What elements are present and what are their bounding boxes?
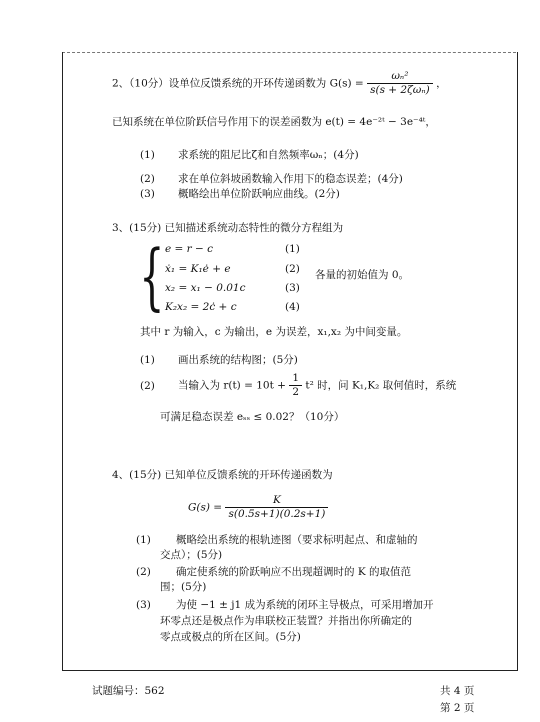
q3-legend-line: 其中 r 为输入，c 为输出，e 为误差，x₁,x₂ 为中间变量。 [140, 326, 408, 338]
q4-transfer-function [188, 494, 328, 521]
q4-item-1-no: (1) [136, 534, 151, 546]
q2-tf-suffix: ， [436, 77, 447, 90]
q3-item-2-fraction [289, 372, 302, 399]
q2-item-3-text: 概略绘出单位阶跃响应曲线。(2分) [178, 188, 340, 200]
q4-item-2-line-1: 确定使系统的阶跃响应不出现超调时的 K 的取值范 [176, 566, 412, 578]
total-pages: 共 4 页 [440, 685, 475, 697]
q3-eq-3: x₂ = x₁ − 0.01c [165, 282, 246, 294]
q4-item-2-no: (2) [136, 566, 151, 578]
q2-item-3-no: (3) [140, 188, 155, 200]
q3-eq-1: e = r − c [165, 243, 214, 255]
q4-item-3-line-3: 零点或极点的所在区间。(5分) [160, 631, 301, 643]
q3-item-2-no: (2) [140, 380, 155, 392]
q2-item-2-no: (2) [140, 173, 155, 185]
q4-title: 4、(15分) 已知单位反馈系统的开环传递函数为 [112, 469, 333, 481]
q4-item-3-line-1: 为使 −1 ± j1 成为系统的闭环主导极点，可采用增加开 [176, 599, 434, 611]
q4-tf-lhs: G(s) = [188, 501, 223, 514]
q3-eq-3-no: (3) [285, 282, 300, 294]
q2-title-text: 2、（10分）设单位反馈系统的开环传递函数为 G(s) = [112, 77, 364, 90]
q3-item-1-text: 画出系统的结构图；(5分) [178, 354, 298, 366]
q4-item-2-line-2: 围；(5分) [160, 581, 207, 593]
q4-item-1-line-1: 概略绘出系统的根轨迹图（要求标明起点、和虚轴的 [176, 534, 418, 546]
q4-tf-denominator: s(0.5s+1)(0.2s+1) [228, 508, 326, 520]
q4-item-3-no: (3) [136, 599, 151, 611]
q2-transfer-function [367, 70, 433, 97]
q3-item-2-post: t² 时，问 K₁,K₂ 取何值时，系统 [305, 379, 457, 392]
page-number: 第 2 页 [440, 702, 475, 714]
q3-eq-2-no: (2) [285, 263, 300, 275]
q3-eq-4-no: (4) [285, 301, 300, 313]
q3-item-2-cont: 可满足稳态误差 eₛₛ ≤ 0.02？（10分） [160, 411, 345, 423]
q3-eq-4: K₂x₂ = 2ċ + c [165, 301, 237, 313]
exam-code: 试题编号：562 [92, 685, 165, 697]
q3-item-1-no: (1) [140, 354, 155, 366]
q4-tf-fraction [225, 494, 328, 521]
q3-eq-2: ẋ₁ = K₁ė + e [165, 263, 231, 275]
q4-item-3-line-2: 环零点还是极点作为串联校正装置？并指出你所确定的 [160, 615, 412, 627]
q2-title [112, 70, 447, 97]
q2-error-line: 已知系统在单位阶跃信号作用下的误差函数为 e(t) = 4e⁻²ᵗ − 3e⁻⁴ᵗ， [112, 116, 436, 128]
q4-item-1-line-2: 交点）；(5分) [160, 549, 223, 561]
q3-item-2-frac-den: 2 [292, 386, 299, 398]
q3-item-2-line [178, 372, 456, 399]
q3-item-2-frac-num: 1 [289, 372, 302, 386]
q2-tf-numerator: ωₙ² [367, 70, 433, 84]
q4-tf-numerator: K [225, 494, 328, 508]
q3-initial-note: 各量的初始值为 0。 [315, 269, 410, 281]
q3-equation-brace: { [139, 234, 165, 318]
q2-item-1-no: (1) [140, 149, 155, 161]
q2-item-2-text: 求在单位斜坡函数输入作用下的稳态误差；(4分) [178, 173, 403, 185]
q3-eq-1-no: (1) [285, 243, 300, 255]
q2-tf-denominator: s(s + 2ζωₙ) [370, 84, 430, 96]
q3-item-2-pre: 当输入为 r(t) = 10t + [178, 379, 286, 392]
q3-title: 3、(15分) 已知描述系统动态特性的微分方程组为 [112, 222, 344, 234]
q2-item-1-text: 求系统的阻尼比ζ和自然频率ωₙ；(4分) [178, 149, 359, 161]
